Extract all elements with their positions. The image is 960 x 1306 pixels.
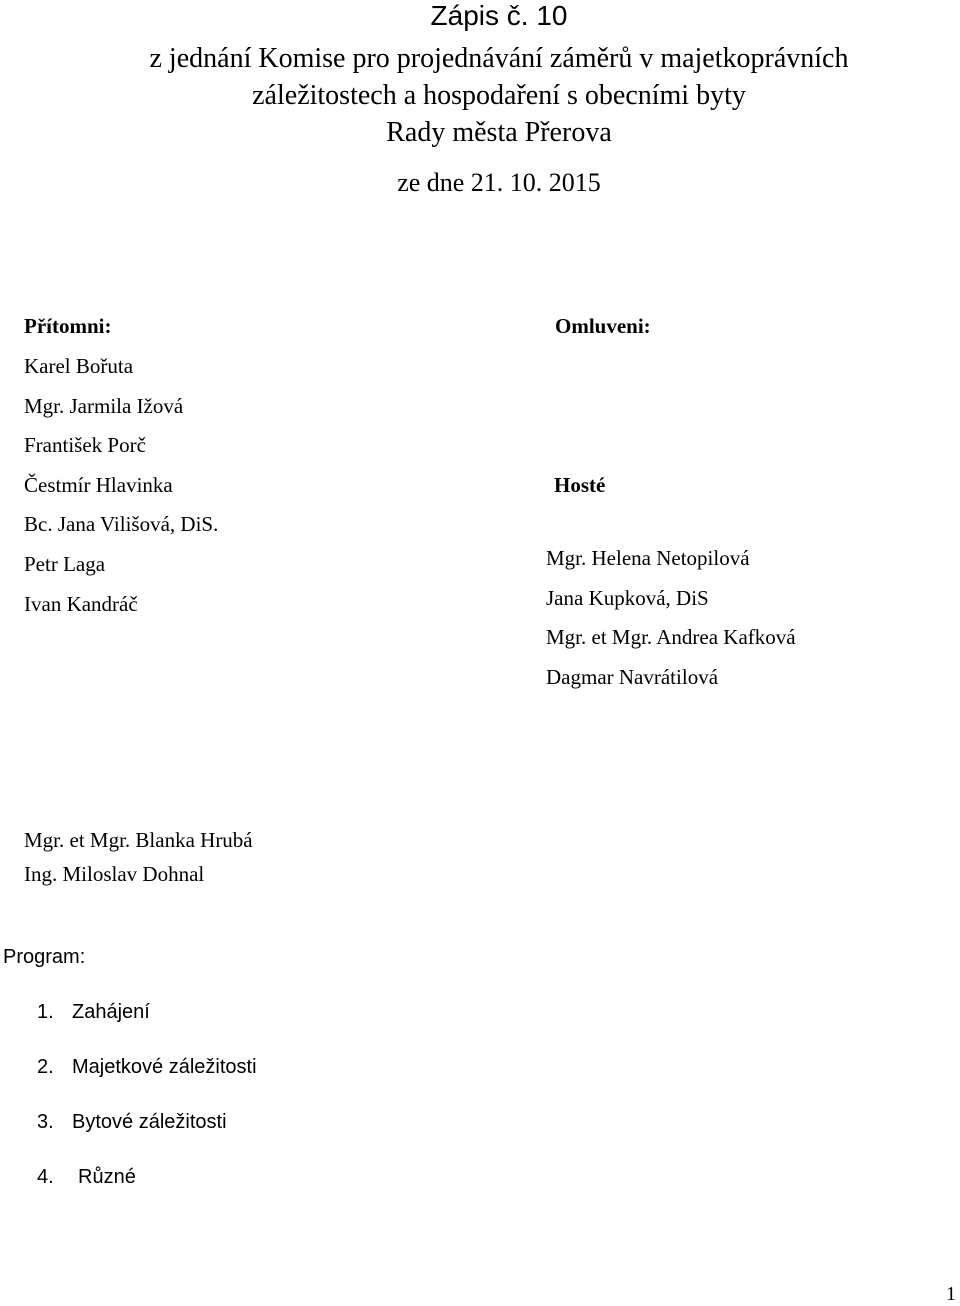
present-name: František Porč (24, 433, 146, 457)
program-heading: Program: (3, 946, 86, 968)
title-line-4: Rady města Přerova (386, 117, 612, 148)
document-title: Zápis č. 10 (430, 0, 568, 31)
present-name: Ivan Kandráč (24, 592, 138, 616)
present-name: Karel Bořuta (24, 354, 134, 378)
other-name: Mgr. et Mgr. Blanka Hrubá (24, 828, 253, 852)
present-name: Mgr. Jarmila Ižová (24, 394, 184, 418)
excused-heading: Omluveni: (555, 314, 651, 338)
title-line-2: z jednání Komise pro projednávání záměrů v majetkoprávních (149, 43, 849, 74)
present-name: Čestmír Hlavinka (24, 473, 173, 497)
guest-name: Jana Kupková, DiS (546, 586, 709, 610)
meeting-date: ze dne 21. 10. 2015 (397, 168, 601, 197)
page-number: 1 (946, 1283, 956, 1305)
program-item-text: Zahájení (72, 1001, 150, 1023)
guests-heading: Hosté (554, 473, 606, 497)
guest-name: Mgr. Helena Netopilová (546, 546, 750, 570)
program-item-text: Různé (78, 1166, 136, 1188)
program-item-text: Majetkové záležitosti (72, 1056, 257, 1078)
other-name: Ing. Miloslav Dohnal (24, 862, 205, 886)
program-item-number: 1. (37, 1001, 54, 1023)
program-item-number: 4. (37, 1166, 54, 1188)
guest-name: Dagmar Navrátilová (546, 665, 719, 689)
program-item-number: 2. (37, 1056, 54, 1078)
present-name: Bc. Jana Vilišová, DiS. (24, 512, 219, 536)
guest-name: Mgr. et Mgr. Andrea Kafková (546, 625, 796, 649)
title-line-3: záležitostech a hospodaření s obecními byty (252, 80, 746, 111)
present-heading: Přítomni: (24, 314, 112, 338)
present-name: Petr Laga (24, 552, 106, 576)
program-item-number: 3. (37, 1111, 54, 1133)
program-item-text: Bytové záležitosti (72, 1111, 227, 1133)
